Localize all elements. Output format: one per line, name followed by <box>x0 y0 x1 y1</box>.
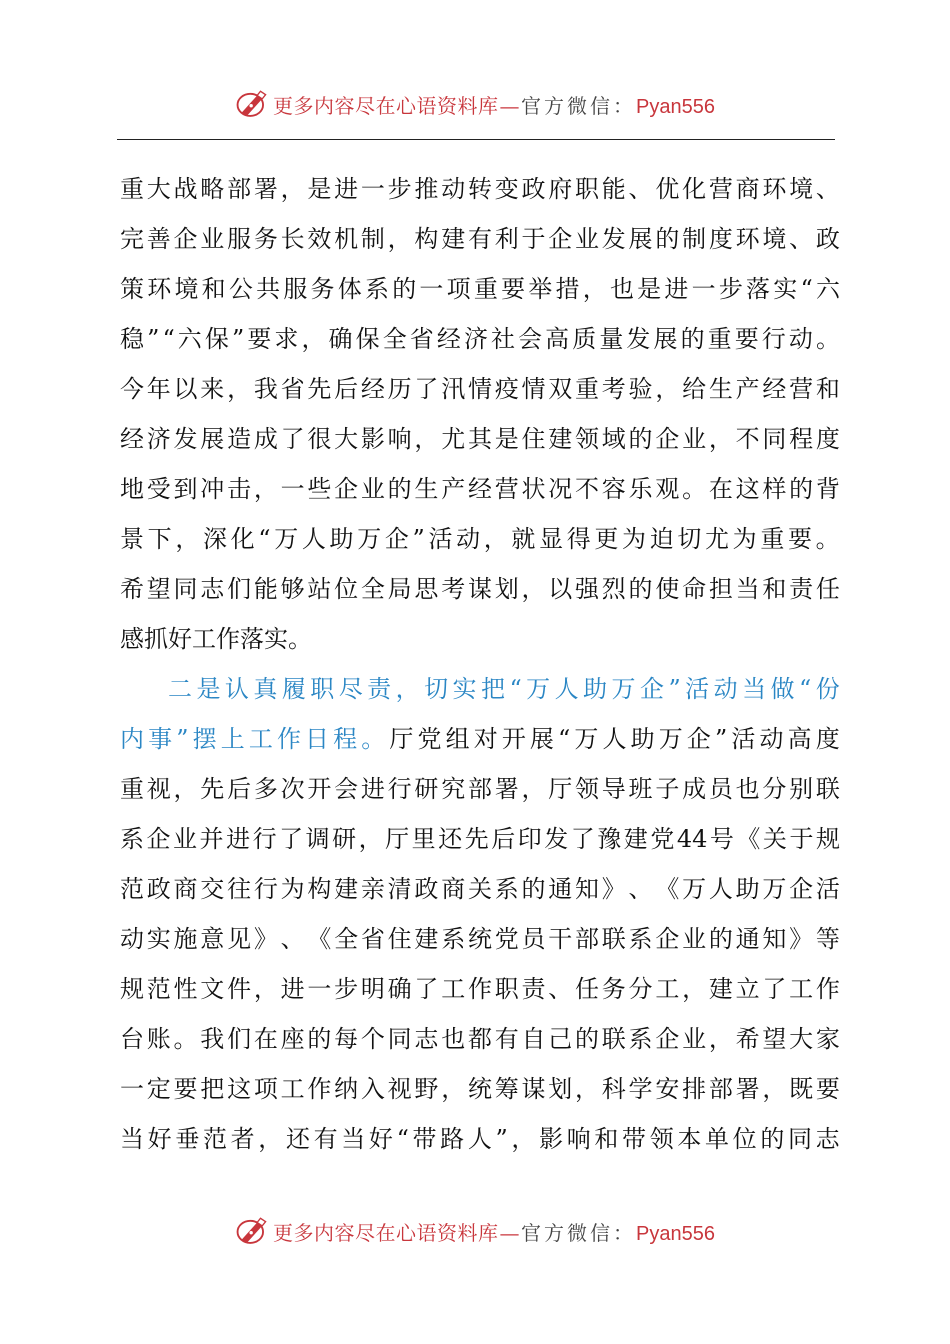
text-line: 景 下 ， 深 化 “ 万 人 助 万 企 ” 活 动 ， 就 显 得 更 为 迫 切 尤 为 重 要 。 <box>120 525 840 553</box>
paragraph-2-heading-line: 二 是 认 真 履 职 尽 责 ， 切 实 把 “ 万 人 助 万 企 ” 活 动 当 做 “ 份 <box>168 675 840 703</box>
header-wechat-id: Pyan556 <box>636 95 715 118</box>
footer-brand: 更多内容尽在心语资料库 <box>273 1220 499 1245</box>
text-line: 重 大 战 略 部 署 ， 是 进 一 步 推 动 转 变 政 府 职 能 、 优 化 营 商 环 境 、 <box>120 175 840 203</box>
text-line: 动 实 施 意 见 》 、 《 全 省 住 建 系 统 党 员 干 部 联 系 企 业 的 通 知 》 等 <box>120 925 840 953</box>
text-line: 重 视 ， 先 后 多 次 开 会 进 行 研 究 部 署 ， 厅 领 导 班 子 成 员 也 分 别 联 <box>120 775 840 803</box>
text-line: 完 善 企 业 服 务 长 效 机 制 ， 构 建 有 利 于 企 业 发 展 的 制 度 环 境 、 政 <box>120 225 840 253</box>
paragraph-2-line-2: 内 事 ” 摆 上 工 作 日 程 。 厅 党 组 对 开 展 “ 万 人 助 万 企 ” 活 动 高 度 <box>120 725 840 753</box>
header-divider <box>117 139 835 140</box>
text-line: 范 政 商 交 往 行 为 构 建 亲 清 政 商 关 系 的 通 知 》 、 《 万 人 助 万 企 活 <box>120 875 840 903</box>
text-line: 系 企 业 并 进 行 了 调 研 ， 厅 里 还 先 后 印 发 了 豫 建 党 44 号 《 关 于 规 <box>120 825 840 853</box>
text-line: 规 范 性 文 件 ， 进 一 步 明 确 了 工 作 职 责 、 任 务 分 工 ， 建 立 了 工 作 <box>120 975 840 1003</box>
header-official-label: 官方微信： <box>521 93 637 118</box>
footer-dash: — <box>499 1220 521 1245</box>
text-line: 稳 ” “ 六 保 ” 要 求 ， 确 保 全 省 经 济 社 会 高 质 量 发 展 的 重 要 行 动 。 <box>120 325 840 353</box>
text-line: 经 济 发 展 造 成 了 很 大 影 响 ， 尤 其 是 住 建 领 域 的 企 业 ， 不 同 程 度 <box>120 425 840 453</box>
header-banner <box>0 86 950 122</box>
text-line: 台 账 。 我 们 在 座 的 每 个 同 志 也 都 有 自 己 的 联 系 企 业 ， 希 望 大 家 <box>120 1025 840 1053</box>
footer-wechat-id: Pyan556 <box>636 1222 715 1245</box>
header-brand: 更多内容尽在心语资料库 <box>273 93 499 118</box>
paragraph-1 <box>120 164 840 664</box>
text-line: 地 受 到 冲 击 ， 一 些 企 业 的 生 产 经 营 状 况 不 容 乐 观 。 在 这 样 的 背 <box>120 475 840 503</box>
footer-official-label: 官方微信： <box>521 1220 637 1245</box>
footer-banner <box>0 1213 950 1249</box>
text-line: 今 年 以 来 ， 我 省 先 后 经 历 了 汛 情 疫 情 双 重 考 验 ， 给 生 产 经 营 和 <box>120 375 840 403</box>
text-line: 策 环 境 和 公 共 服 务 体 系 的 一 项 重 要 举 措 ， 也 是 进 一 步 落 实 “ 六 <box>120 275 840 303</box>
text-line: 感抓好工作落实。 <box>120 625 312 653</box>
document-body <box>120 164 840 1164</box>
text-line: 一 定 要 把 这 项 工 作 纳 入 视 野 ， 统 筹 谋 划 ， 科 学 安 排 部 署 ， 既 要 <box>120 1075 840 1103</box>
pen-nib-logo-icon <box>235 1214 269 1248</box>
header-dash: — <box>499 93 521 118</box>
text-line: 希 望 同 志 们 能 够 站 位 全 局 思 考 谋 划 ， 以 强 烈 的 使 命 担 当 和 责 任 <box>120 575 840 603</box>
pen-nib-logo-icon <box>235 87 269 121</box>
text-line: 当 好 垂 范 者 ， 还 有 当 好 “ 带 路 人 ” ， 影 响 和 带 领 本 单 位 的 同 志 <box>120 1125 840 1153</box>
paragraph-2 <box>120 764 840 1164</box>
